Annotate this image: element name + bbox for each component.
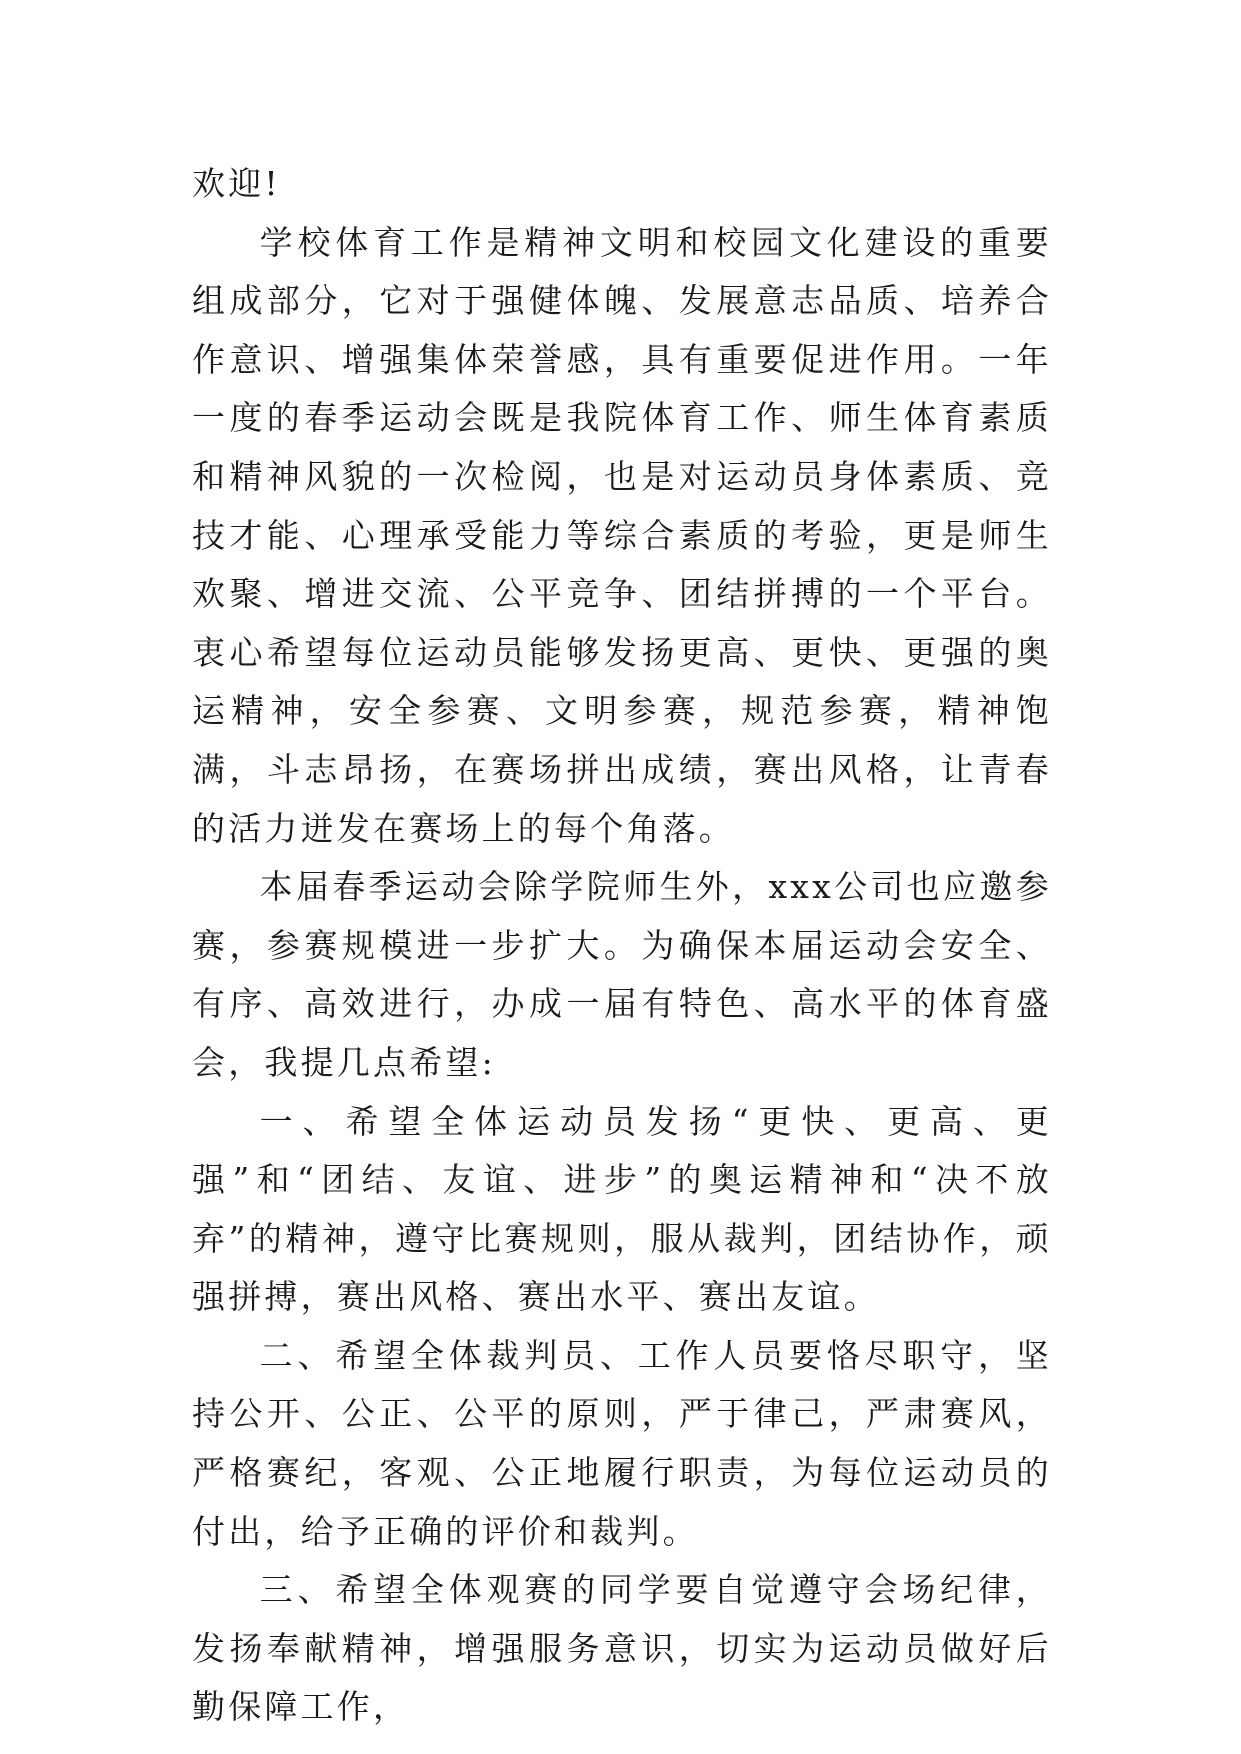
paragraph-hope-referees: 二、希望全体裁判员、工作人员要恪尽职守，坚持公开、公正、公平的原则，严于律己，严肃赛风，严格赛纪，客观、公正地履行职责，为每位运动员的付出，给予正确的评价和裁判。 [192, 1335, 1052, 1551]
paragraph-hope-spectators: 三、希望全体观赛的同学要自觉遵守会场纪律，发扬奉献精神，增强服务意识，切实为运动员做好后勤保障工作， [192, 1570, 1052, 1727]
paragraph-games-scale: 本届春季运动会除学院师生外，xxx公司也应邀参赛，参赛规模进一步扩大。为确保本届运动会安全、有序、高效进行，办成一届有特色、高水平的体育盛会，我提几点希望: [192, 867, 1052, 1082]
paragraph-school-sports: 学校体育工作是精神文明和校园文化建设的重要组成部分，它对于强健体魄、发展意志品质、培养合作意识、增强集体荣誉感，具有重要促进作用。一年一度的春季运动会既是我院体育工作、师生体育素质和精神风貌的一次检阅，也是对运动员身体素质、竞技才能、心理承受能力等综合素质的考验，更是师生欢聚、增进交流、公平竞争、团结拼搏的一个平台。衷心希望每位运动员能够发扬更高、更快、更强的奥运精神，安全参赛、文明参赛，规范参赛，精神饱满，斗志昂扬，在赛场拼出成绩，赛出风格，让青春的活力迸发在赛场上的每个角落。 [192, 222, 1052, 848]
paragraph-hope-athletes: 一、希望全体运动员发扬“更快、更高、更强”和“团结、友谊、进步”的奥运精神和“决不放弃”的精神，遵守比赛规则，服从裁判，团结协作，顽强拼搏，赛出风格、赛出水平、赛出友谊。 [192, 1101, 1052, 1317]
paragraph-welcome: 欢迎! [192, 164, 281, 203]
document-body [192, 155, 1052, 1737]
